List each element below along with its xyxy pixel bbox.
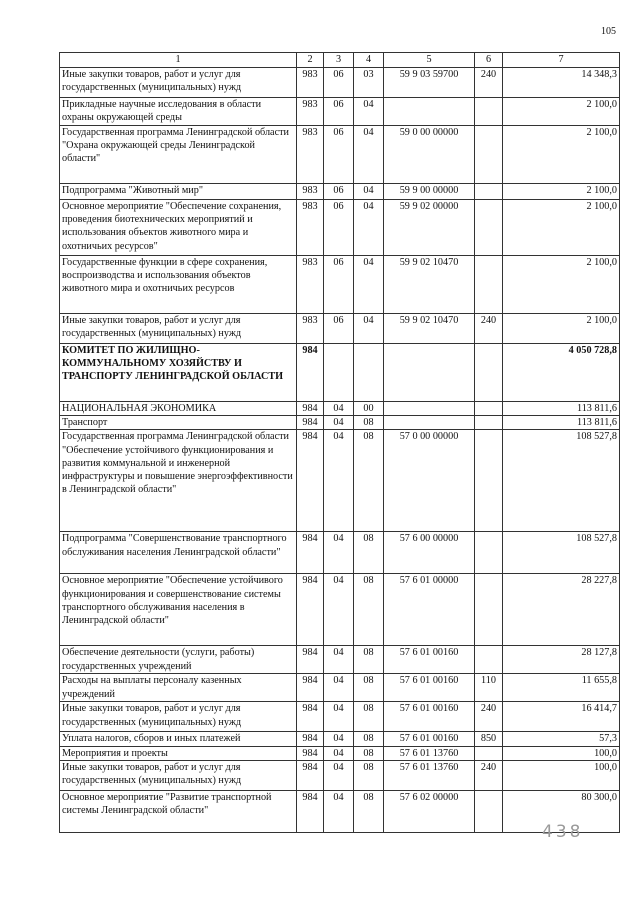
grbs-code: 983 bbox=[297, 184, 324, 200]
expense-type-code bbox=[475, 200, 503, 256]
row-name: Расходы на выплаты персоналу казенных учреждений bbox=[60, 674, 297, 702]
grbs-code: 984 bbox=[297, 574, 324, 646]
expense-type-code bbox=[475, 98, 503, 126]
expense-type-code: 240 bbox=[475, 760, 503, 790]
expense-type-code: 240 bbox=[475, 702, 503, 732]
page-stamp: 438 bbox=[542, 822, 584, 842]
row-name: Государственная программа Ленинградской области "Охрана окружающей среды Ленинградской области" bbox=[60, 126, 297, 184]
amount: 2 100,0 bbox=[503, 200, 620, 256]
subsection-code: 08 bbox=[354, 732, 384, 746]
expense-type-code bbox=[475, 532, 503, 574]
subsection-code: 04 bbox=[354, 200, 384, 256]
amount: 80 300,0 bbox=[503, 790, 620, 832]
target-article-code bbox=[384, 98, 475, 126]
row-name: КОМИТЕТ ПО ЖИЛИЩНО-КОММУНАЛЬНОМУ ХОЗЯЙСТВУ И ТРАНСПОРТУ ЛЕНИНГРАДСКОЙ ОБЛАСТИ bbox=[60, 344, 297, 402]
grbs-code: 984 bbox=[297, 430, 324, 532]
column-header: 4 bbox=[354, 53, 384, 68]
row-name: Иные закупки товаров, работ и услуг для государственных (муниципальных) нужд bbox=[60, 314, 297, 344]
row-name: Подпрограмма "Животный мир" bbox=[60, 184, 297, 200]
section-code: 06 bbox=[324, 314, 354, 344]
amount: 2 100,0 bbox=[503, 314, 620, 344]
amount: 108 527,8 bbox=[503, 430, 620, 532]
expense-type-code bbox=[475, 416, 503, 430]
row-name: Иные закупки товаров, работ и услуг для государственных (муниципальных) нужд bbox=[60, 760, 297, 790]
subsection-code: 08 bbox=[354, 532, 384, 574]
section-code: 06 bbox=[324, 126, 354, 184]
section-code: 06 bbox=[324, 256, 354, 314]
target-article-code bbox=[384, 416, 475, 430]
row-name: Основное мероприятие "Обеспечение сохранения, проведения биотехнических мероприятий и использования объектов животного мира и охотничьих ресурсов" bbox=[60, 200, 297, 256]
amount: 113 811,6 bbox=[503, 402, 620, 416]
subsection-code: 08 bbox=[354, 646, 384, 674]
row-name: НАЦИОНАЛЬНАЯ ЭКОНОМИКА bbox=[60, 402, 297, 416]
grbs-code: 984 bbox=[297, 760, 324, 790]
amount: 16 414,7 bbox=[503, 702, 620, 732]
amount: 108 527,8 bbox=[503, 532, 620, 574]
target-article-code: 59 9 02 10470 bbox=[384, 314, 475, 344]
amount: 28 227,8 bbox=[503, 574, 620, 646]
subsection-code: 04 bbox=[354, 98, 384, 126]
expense-type-code: 850 bbox=[475, 732, 503, 746]
grbs-code: 983 bbox=[297, 126, 324, 184]
expense-type-code bbox=[475, 790, 503, 832]
subsection-code: 08 bbox=[354, 574, 384, 646]
grbs-code: 984 bbox=[297, 416, 324, 430]
section-code: 06 bbox=[324, 68, 354, 98]
grbs-code: 984 bbox=[297, 344, 324, 402]
target-article-code: 59 9 02 10470 bbox=[384, 256, 475, 314]
section-code: 04 bbox=[324, 416, 354, 430]
subsection-code: 08 bbox=[354, 702, 384, 732]
section-code: 04 bbox=[324, 746, 354, 760]
table-row bbox=[60, 732, 620, 746]
grbs-code: 984 bbox=[297, 790, 324, 832]
grbs-code: 983 bbox=[297, 98, 324, 126]
target-article-code: 57 6 01 00160 bbox=[384, 702, 475, 732]
row-name: Прикладные научные исследования в области охраны окружающей среды bbox=[60, 98, 297, 126]
expense-type-code bbox=[475, 256, 503, 314]
target-article-code bbox=[384, 344, 475, 402]
table-row bbox=[60, 68, 620, 98]
row-name: Государственные функции в сфере сохранения, воспроизводства и использования объектов животного мира и охотничьих ресурсов bbox=[60, 256, 297, 314]
page-number: 105 bbox=[601, 26, 616, 37]
target-article-code: 57 6 02 00000 bbox=[384, 790, 475, 832]
row-name: Иные закупки товаров, работ и услуг для государственных (муниципальных) нужд bbox=[60, 702, 297, 732]
expense-type-code bbox=[475, 344, 503, 402]
section-code: 06 bbox=[324, 200, 354, 256]
section-code: 04 bbox=[324, 702, 354, 732]
expense-type-code bbox=[475, 574, 503, 646]
row-name: Государственная программа Ленинградской области "Обеспечение устойчивого функционирования и развития коммунальной и инженерной инфраструктуры и повышение энергоэффективности в Ленинградской области" bbox=[60, 430, 297, 532]
grbs-code: 983 bbox=[297, 256, 324, 314]
row-name: Иные закупки товаров, работ и услуг для государственных (муниципальных) нужд bbox=[60, 68, 297, 98]
target-article-code: 59 9 00 00000 bbox=[384, 184, 475, 200]
amount: 113 811,6 bbox=[503, 416, 620, 430]
table-header-row bbox=[60, 53, 620, 68]
table-row bbox=[60, 126, 620, 184]
amount: 14 348,3 bbox=[503, 68, 620, 98]
subsection-code: 04 bbox=[354, 126, 384, 184]
target-article-code: 57 6 00 00000 bbox=[384, 532, 475, 574]
target-article-code: 57 6 01 00000 bbox=[384, 574, 475, 646]
grbs-code: 984 bbox=[297, 674, 324, 702]
amount: 100,0 bbox=[503, 746, 620, 760]
amount: 2 100,0 bbox=[503, 98, 620, 126]
grbs-code: 984 bbox=[297, 402, 324, 416]
column-header: 6 bbox=[475, 53, 503, 68]
expense-type-code bbox=[475, 430, 503, 532]
grbs-code: 983 bbox=[297, 68, 324, 98]
amount: 2 100,0 bbox=[503, 126, 620, 184]
target-article-code: 57 6 01 13760 bbox=[384, 760, 475, 790]
section-code: 06 bbox=[324, 98, 354, 126]
row-name: Уплата налогов, сборов и иных платежей bbox=[60, 732, 297, 746]
column-header: 5 bbox=[384, 53, 475, 68]
section-code: 04 bbox=[324, 674, 354, 702]
section-code: 04 bbox=[324, 430, 354, 532]
column-header: 7 bbox=[503, 53, 620, 68]
subsection-code: 04 bbox=[354, 256, 384, 314]
table-row bbox=[60, 790, 620, 832]
section-code: 04 bbox=[324, 790, 354, 832]
row-name: Обеспечение деятельности (услуги, работы) государственных учреждений bbox=[60, 646, 297, 674]
amount: 2 100,0 bbox=[503, 256, 620, 314]
subsection-code: 03 bbox=[354, 68, 384, 98]
subsection-code: 08 bbox=[354, 416, 384, 430]
table-row bbox=[60, 200, 620, 256]
subsection-code: 08 bbox=[354, 674, 384, 702]
target-article-code: 57 6 01 00160 bbox=[384, 646, 475, 674]
section-code: 06 bbox=[324, 184, 354, 200]
budget-table bbox=[59, 52, 620, 833]
grbs-code: 984 bbox=[297, 646, 324, 674]
table-row bbox=[60, 430, 620, 532]
subsection-code: 04 bbox=[354, 184, 384, 200]
subsection-code: 00 bbox=[354, 402, 384, 416]
target-article-code: 59 9 02 00000 bbox=[384, 200, 475, 256]
column-header: 3 bbox=[324, 53, 354, 68]
amount: 100,0 bbox=[503, 760, 620, 790]
section-code: 04 bbox=[324, 532, 354, 574]
grbs-code: 983 bbox=[297, 314, 324, 344]
table-row bbox=[60, 674, 620, 702]
subsection-code: 08 bbox=[354, 760, 384, 790]
section-code bbox=[324, 344, 354, 402]
table-row bbox=[60, 702, 620, 732]
grbs-code: 984 bbox=[297, 532, 324, 574]
row-name: Основное мероприятие "Развитие транспортной системы Ленинградской области" bbox=[60, 790, 297, 832]
amount: 28 127,8 bbox=[503, 646, 620, 674]
expense-type-code: 240 bbox=[475, 68, 503, 98]
table-row bbox=[60, 98, 620, 126]
expense-type-code bbox=[475, 126, 503, 184]
row-name: Основное мероприятие "Обеспечение устойчивого функционирования и совершенствование системы транспортного обслуживания населения в Ленинградской области" bbox=[60, 574, 297, 646]
subsection-code: 08 bbox=[354, 790, 384, 832]
expense-type-code bbox=[475, 184, 503, 200]
amount: 2 100,0 bbox=[503, 184, 620, 200]
row-name: Мероприятия и проекты bbox=[60, 746, 297, 760]
amount: 57,3 bbox=[503, 732, 620, 746]
grbs-code: 984 bbox=[297, 732, 324, 746]
table-row bbox=[60, 532, 620, 574]
table-row bbox=[60, 760, 620, 790]
grbs-code: 984 bbox=[297, 702, 324, 732]
target-article-code: 57 6 01 00160 bbox=[384, 732, 475, 746]
subsection-code bbox=[354, 344, 384, 402]
expense-type-code: 240 bbox=[475, 314, 503, 344]
table-row bbox=[60, 256, 620, 314]
table-row bbox=[60, 344, 620, 402]
table-row bbox=[60, 402, 620, 416]
row-name: Подпрограмма "Совершенствование транспортного обслуживания населения Ленинградской области" bbox=[60, 532, 297, 574]
table-row bbox=[60, 314, 620, 344]
target-article-code: 57 0 00 00000 bbox=[384, 430, 475, 532]
row-name: Транспорт bbox=[60, 416, 297, 430]
target-article-code: 59 9 03 59700 bbox=[384, 68, 475, 98]
column-header: 1 bbox=[60, 53, 297, 68]
expense-type-code: 110 bbox=[475, 674, 503, 702]
grbs-code: 984 bbox=[297, 746, 324, 760]
amount: 11 655,8 bbox=[503, 674, 620, 702]
section-code: 04 bbox=[324, 574, 354, 646]
table-row bbox=[60, 746, 620, 760]
section-code: 04 bbox=[324, 760, 354, 790]
subsection-code: 04 bbox=[354, 314, 384, 344]
table-row bbox=[60, 416, 620, 430]
expense-type-code bbox=[475, 646, 503, 674]
section-code: 04 bbox=[324, 732, 354, 746]
grbs-code: 983 bbox=[297, 200, 324, 256]
table-row bbox=[60, 646, 620, 674]
expense-type-code bbox=[475, 402, 503, 416]
target-article-code: 59 0 00 00000 bbox=[384, 126, 475, 184]
target-article-code: 57 6 01 00160 bbox=[384, 674, 475, 702]
table-row bbox=[60, 574, 620, 646]
table-row bbox=[60, 184, 620, 200]
target-article-code: 57 6 01 13760 bbox=[384, 746, 475, 760]
subsection-code: 08 bbox=[354, 430, 384, 532]
expense-type-code bbox=[475, 746, 503, 760]
section-code: 04 bbox=[324, 402, 354, 416]
target-article-code bbox=[384, 402, 475, 416]
subsection-code: 08 bbox=[354, 746, 384, 760]
section-code: 04 bbox=[324, 646, 354, 674]
amount: 4 050 728,8 bbox=[503, 344, 620, 402]
column-header: 2 bbox=[297, 53, 324, 68]
